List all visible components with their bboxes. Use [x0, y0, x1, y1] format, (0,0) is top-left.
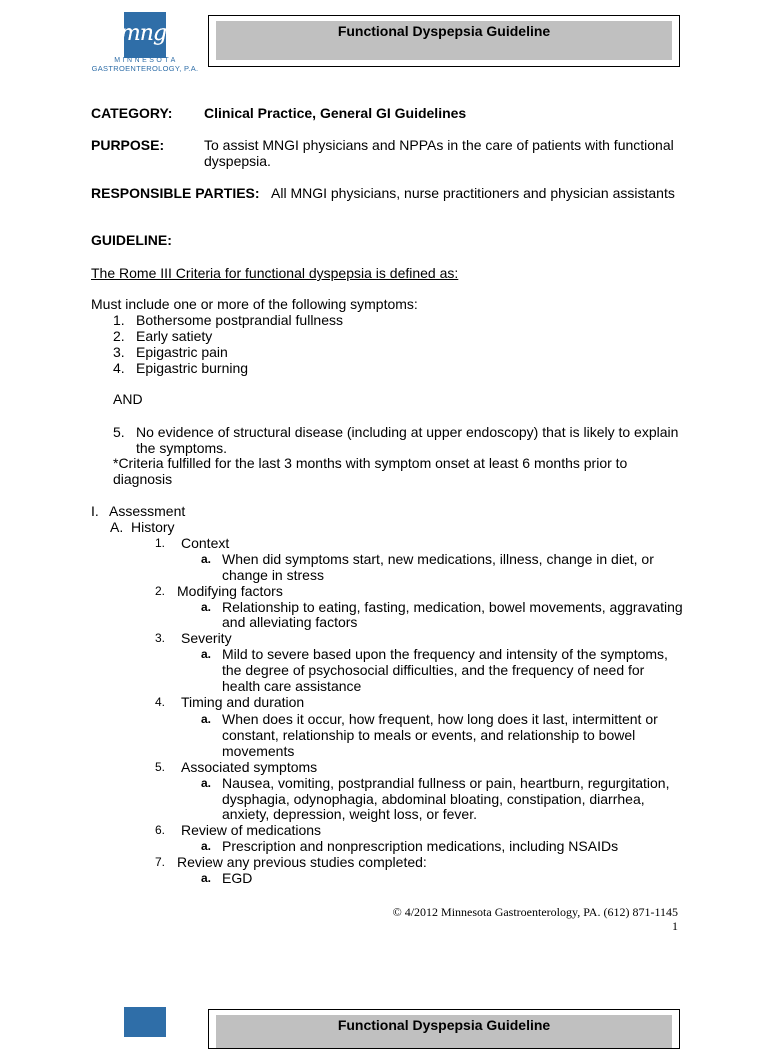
symptom-number: 4.: [113, 360, 125, 376]
outline-sub-line: movements: [222, 743, 295, 759]
and-text: AND: [113, 391, 143, 407]
must-include-text: Must include one or more of the following symptoms:: [91, 296, 418, 312]
logo-text-minnesota: MINNESOTA: [114, 57, 178, 64]
outline-sub-line: anxiety, depression, weight loss, or fever.: [222, 806, 477, 822]
outline-assessment: Assessment: [109, 503, 186, 519]
outline-item-number: 4.: [155, 695, 166, 709]
outline-sub-line: Relationship to eating, fasting, medication, bowel movements, aggravating: [222, 599, 683, 615]
symptom-text: Epigastric burning: [136, 360, 249, 376]
purpose-line2: dyspepsia.: [204, 153, 271, 169]
page-footer: [393, 905, 678, 933]
symptom-text: Early satiety: [136, 328, 213, 344]
outline-sub-line: Mild to severe based upon the frequency and intensity of the symptoms,: [222, 646, 668, 662]
outline-item-number: 6.: [155, 823, 166, 837]
outline-sub-line: health care assistance: [222, 678, 362, 694]
outline-item-title: Review of medications: [181, 822, 322, 838]
outline-sub-letter: a.: [201, 712, 212, 726]
outline-item-number: 1.: [155, 536, 166, 550]
category-label: CATEGORY:: [91, 105, 173, 121]
next-page-title-box: [208, 1009, 680, 1049]
symptom-number: 1.: [113, 312, 125, 328]
symptom-text: Bothersome postprandial fullness: [136, 312, 344, 328]
responsible-value: All MNGI physicians, nurse practitioners and physician assistants: [271, 185, 675, 201]
outline-sub-line: Nausea, vomiting, postprandial fullness or pain, heartburn, regurgitation,: [222, 775, 670, 791]
outline-sub-letter: a.: [201, 776, 212, 790]
logo-text-gastroenterology: GASTROENTEROLOGY, P.A.: [91, 64, 199, 73]
footer-copyright: © 4/2012 Minnesota Gastroenterology, PA. (612) 871-1145: [392, 905, 678, 919]
next-page-logo-mark: [124, 1007, 166, 1037]
outline-item-title: Context: [181, 535, 230, 551]
next-page-title: Functional Dyspepsia Guideline: [337, 1017, 551, 1033]
outline-sub-line: the degree of psychosocial difficulties, and the frequency of need for: [222, 662, 645, 678]
rome-heading: The Rome III Criteria for functional dyspepsia is defined as:: [91, 265, 459, 281]
footer-page-number: 1: [672, 919, 678, 933]
outline-sub-letter: a.: [201, 647, 212, 661]
outline-sub-line: dysphagia, odynophagia, abdominal bloating, constipation, diarrhea,: [222, 791, 645, 807]
symptom-text: Epigastric pain: [136, 344, 228, 360]
outline-sub-line: change in stress: [222, 567, 324, 583]
outline-sub-letter: a.: [201, 600, 212, 614]
outline-item-title: Modifying factors: [177, 583, 283, 599]
outline-item-number: 5.: [155, 760, 166, 774]
criterion-number: 5.: [113, 424, 125, 440]
category-value: Clinical Practice, General GI Guidelines: [204, 105, 467, 121]
outline-sub-line: Prescription and nonprescription medications, including NSAIDs: [222, 838, 619, 854]
guideline-label: GUIDELINE:: [91, 232, 172, 248]
outline-sub-line: When did symptoms start, new medications, illness, change in diet, or: [222, 551, 654, 567]
criterion-line2: the symptoms.: [136, 440, 228, 456]
logo-script: mngi: [119, 21, 173, 46]
outline-item-title: Timing and duration: [181, 694, 305, 710]
criteria-note-line2: diagnosis: [113, 471, 173, 487]
outline-item-number: 7.: [155, 855, 166, 869]
outline-sub-line: constant, relationship to meals or events, and relationship to bowel: [222, 727, 636, 743]
outline-roman: I.: [91, 503, 99, 519]
outline-sub-letter: a.: [201, 839, 212, 853]
criteria-note-line1: *Criteria fulfilled for the last 3 months with symptom onset at least 6 months prior to: [113, 455, 628, 471]
outline-item-number: 3.: [155, 631, 166, 645]
title-box: [208, 15, 680, 67]
page-title: Functional Dyspepsia Guideline: [337, 23, 551, 39]
outline-sub-letter: a.: [201, 552, 212, 566]
purpose-line1: To assist MNGI physicians and NPPAs in the care of patients with functional: [204, 137, 674, 153]
symptom-number: 3.: [113, 344, 125, 360]
outline-sub-line: EGD: [222, 870, 253, 886]
outline-item-title: Severity: [181, 630, 232, 646]
outline-item-title: Review any previous studies completed:: [177, 854, 427, 870]
purpose-label: PURPOSE:: [91, 137, 165, 153]
criterion-line1: No evidence of structural disease (including at upper endoscopy) that is likely to explain: [136, 424, 679, 440]
outline-item-title: Associated symptoms: [181, 759, 318, 775]
outline-item-number: 2.: [155, 584, 166, 598]
outline-history: History: [131, 519, 175, 535]
outline-sub-line: and alleviating factors: [222, 614, 358, 630]
responsible-label: RESPONSIBLE PARTIES:: [91, 185, 260, 201]
outline-sub-letter: a.: [201, 871, 212, 885]
outline-sub-line: When does it occur, how frequent, how long does it last, intermittent or: [222, 711, 658, 727]
outline-letter: A.: [110, 519, 124, 535]
symptom-number: 2.: [113, 328, 125, 344]
